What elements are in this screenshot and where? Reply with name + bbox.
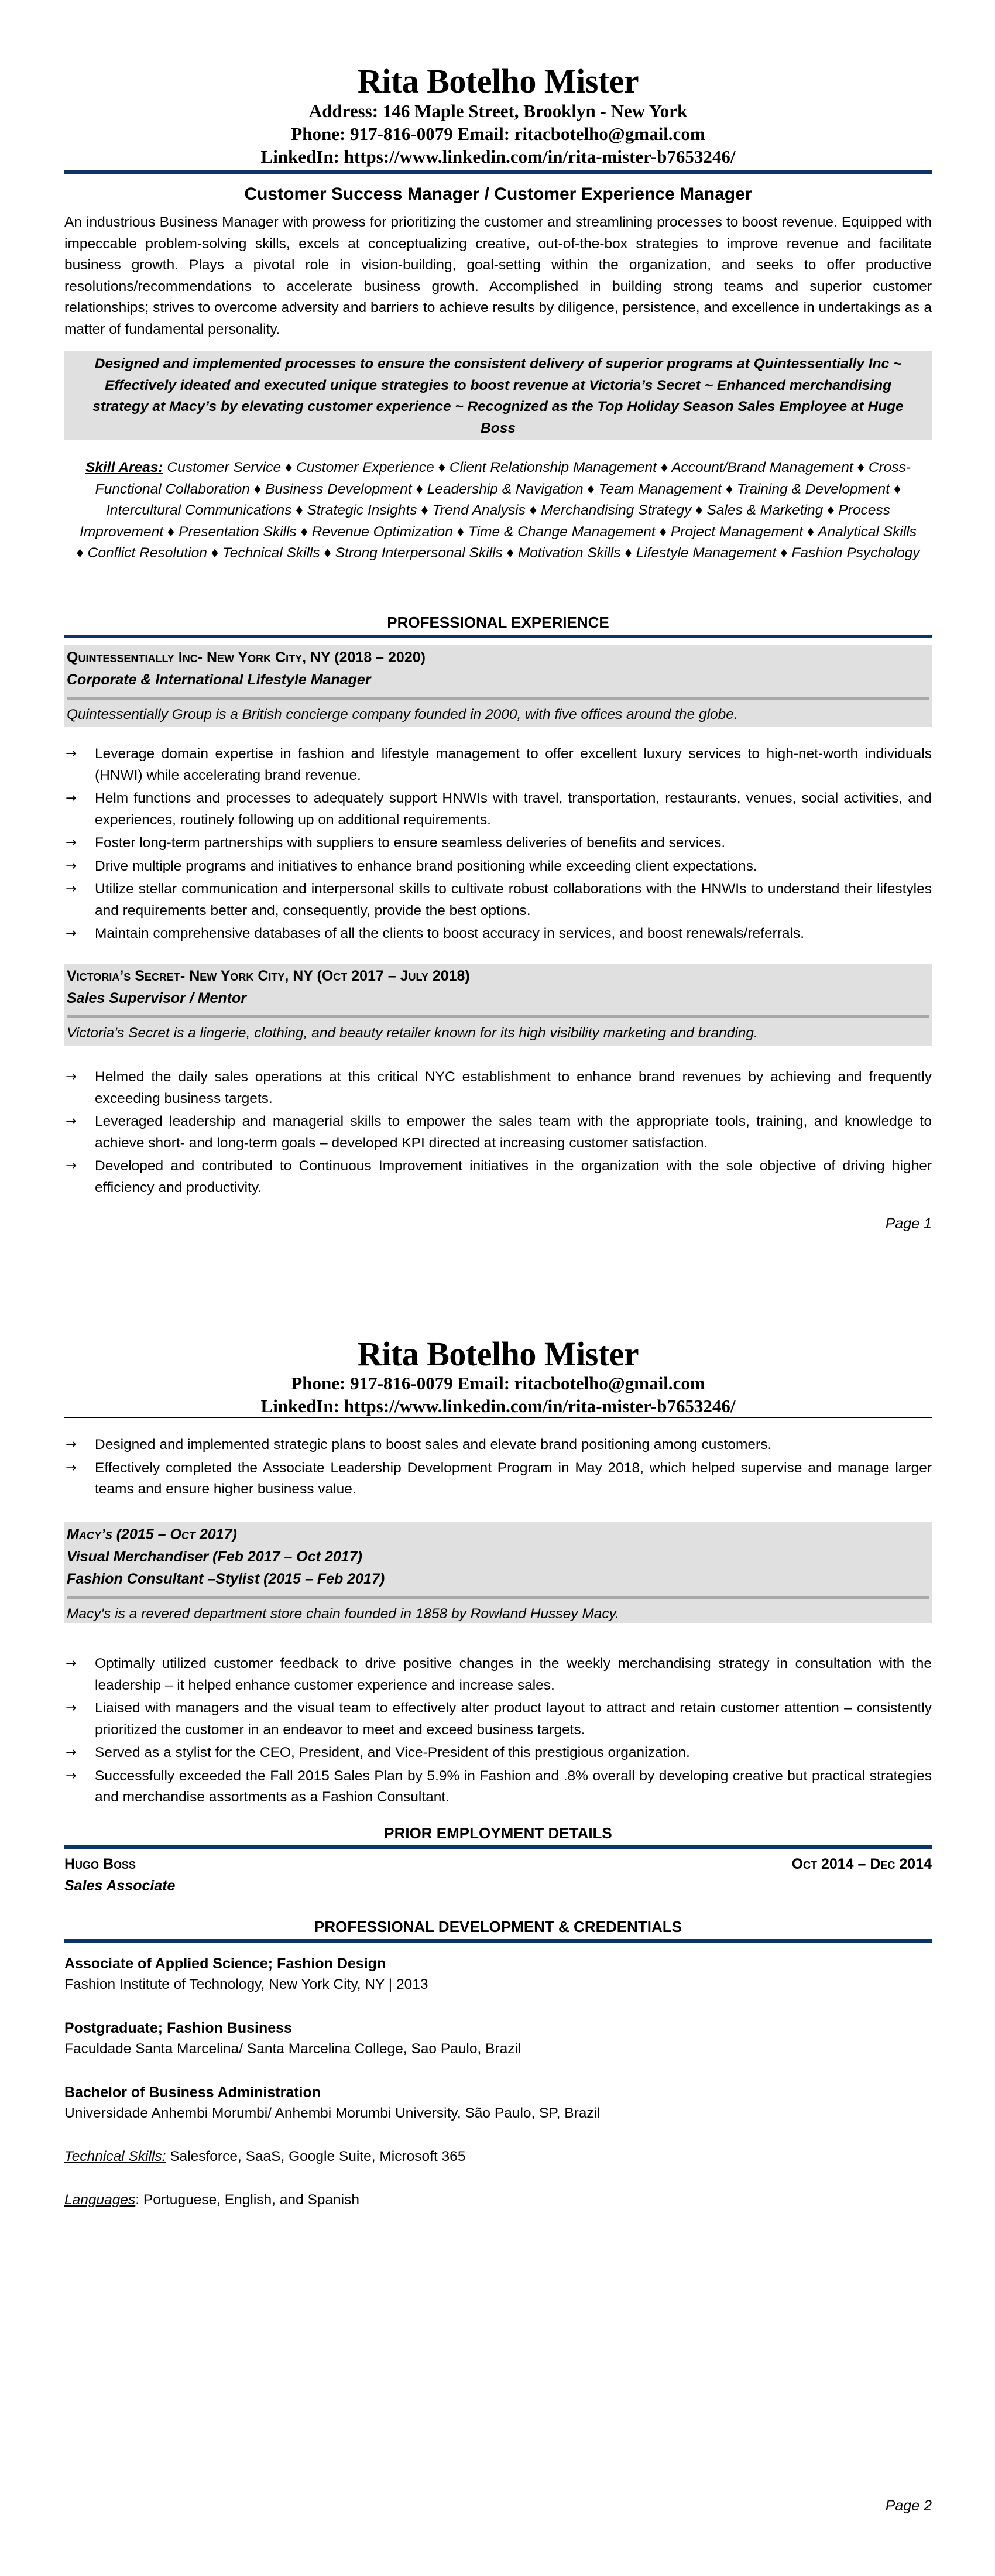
section-heading-credentials: PROFESSIONAL DEVELOPMENT & CREDENTIALS	[314, 1918, 682, 1936]
job-description: Quintessentially Group is a British concierge company founded in 2000, with five offices around the globe.	[67, 707, 738, 722]
page-number: Page 1	[885, 1215, 932, 1232]
technical-skills-value: Salesforce, SaaS, Google Suite, Microsoft 365	[166, 2149, 466, 2164]
languages	[64, 2190, 932, 2211]
list-item: → Served as a stylist for the CEO, President, and Vice-President of this prestigious organization.	[64, 1742, 932, 1764]
education-degree: Associate of Applied Science; Fashion Design	[64, 1955, 386, 1972]
skill-areas	[64, 457, 932, 564]
list-item: → Optimally utilized customer feedback to drive positive changes in the weekly merchandising strategy in consultation with the leadership – it helped enhance customer experience and increase sales.	[64, 1653, 932, 1696]
list-item: → Utilize stellar communication and interpersonal skills to cultivate robust collaborations with the HNWIs to understand their lifestyles and requirements better and, consequently, provide the best options.	[64, 879, 932, 922]
arrow-right-icon: →	[66, 791, 77, 806]
highlights-text: Designed and implemented processes to ensure the consistent delivery of superior programs at Quintessentially Inc ~ Effectively ideated and executed unique strategies to boost revenue at Victoria’s Secret ~ Enhanced merchandising strategy at Macy’s by elevating customer experience ~ Recognized as the Top Holiday Season Sales Employee at Huge Boss	[92, 356, 904, 436]
arrow-right-icon: →	[66, 746, 77, 761]
job-description: Macy's is a revered department store chain founded in 1858 by Rowland Hussey Macy.	[67, 1606, 619, 1622]
job-header-macys	[64, 1522, 932, 1623]
arrow-right-icon: →	[66, 1768, 77, 1783]
contact-phone-email: Phone: 917-816-0079 Email: ritacbotelho@gmail.com	[291, 124, 705, 144]
job-separator	[67, 1015, 929, 1018]
list-item: → Leveraged leadership and managerial skills to empower the sales team with the appropriate tools, training, and knowledge to achieve short- and long-term goals – developed KPI directed at increasing customer satisfaction.	[64, 1111, 932, 1154]
list-item: → Liaised with managers and the visual team to effectively alter product layout to attract and retain customer attention – consistently prioritized the customer in an endeavor to meet and exceed business targets.	[64, 1698, 932, 1741]
job-role: Corporate & International Lifestyle Manager	[67, 672, 371, 688]
highlights-box	[64, 351, 932, 440]
technical-skills	[64, 2146, 932, 2167]
arrow-right-icon: →	[66, 1460, 77, 1475]
contact-phone-email-page2: Phone: 917-816-0079 Email: ritacbotelho@gmail.com	[291, 1373, 705, 1393]
prior-employment-divider	[64, 1845, 932, 1849]
summary-paragraph: An industrious Business Manager with prowess for prioritizing the customer and streamlining processes to boost revenue. Equipped with impeccable problem-solving skills, excels at conceptualizing creative, out-of-the-box strategies to improve revenue and facilitate business growth. Plays a pivotal role in vision-building, goal-setting within the organization, and seeks to offer productive resolutions/recommendations to accelerate business growth. Accomplished in building strong teams and superior customer relationships; strives to overcome adversity and barriers to achieve results by diligence, persistence, and excellence in undertakings as a matter of fundamental personality.	[64, 214, 932, 337]
list-item: → Successfully exceeded the Fall 2015 Sales Plan by 5.9% in Fashion and .8% overall by developing creative but practical strategies and merchandise assortments as a Fashion Consultant.	[64, 1766, 932, 1808]
job-description: Victoria's Secret is a lingerie, clothing, and beauty retailer known for its high visibility marketing and branding.	[67, 1025, 758, 1041]
header-divider	[64, 170, 932, 174]
job-bullets-victorias-secret-continued	[64, 1434, 932, 1502]
arrow-right-icon: →	[66, 1437, 77, 1452]
section-heading-experience: PROFESSIONAL EXPERIENCE	[387, 614, 609, 631]
languages-value: : Portuguese, English, and Spanish	[135, 2192, 359, 2208]
credentials-divider	[64, 1939, 932, 1943]
section-heading-prior-employment: PRIOR EMPLOYMENT DETAILS	[384, 1824, 612, 1842]
contact-linkedin: LinkedIn: https://www.linkedin.com/in/rita-mister-b7653246/	[260, 146, 736, 167]
list-item: → Maintain comprehensive databases of all the clients to boost accuracy in services, and boost renewals/referrals.	[64, 923, 932, 945]
list-item: → Drive multiple programs and initiatives to enhance brand positioning while exceeding client expectations.	[64, 856, 932, 878]
header-divider-page2	[64, 1417, 932, 1418]
education-school: Universidade Anhembi Morumbi/ Anhembi Morumbi University, São Paulo, SP, Brazil	[64, 2105, 601, 2121]
job-company: Macy’s (2015 – Oct 2017)	[67, 1526, 237, 1543]
prior-dates: Oct 2014 – Dec 2014	[791, 1856, 932, 1872]
education-entry	[64, 2017, 932, 2060]
job-bullets-victorias-secret	[64, 1067, 932, 1200]
list-item: → Designed and implemented strategic plans to boost sales and elevate brand positioning among customers.	[64, 1434, 932, 1456]
job-separator	[67, 1596, 929, 1599]
arrow-right-icon: →	[66, 926, 77, 941]
arrow-right-icon: →	[66, 1701, 77, 1715]
page-number-2: Page 2	[885, 2498, 932, 2514]
job-role: Visual Merchandiser (Feb 2017 – Oct 2017)	[67, 1549, 362, 1565]
education-degree: Bachelor of Business Administration	[64, 2084, 321, 2101]
list-item: → Helmed the daily sales operations at this critical NYC establishment to enhance brand revenues by achieving and frequently exceeding business targets.	[64, 1067, 932, 1109]
job-separator	[67, 697, 929, 700]
job-role: Sales Supervisor / Mentor	[67, 990, 247, 1006]
contact-address: Address: 146 Maple Street, Brooklyn - New York	[308, 101, 688, 121]
experience-divider	[64, 635, 932, 638]
education-entry	[64, 2082, 932, 2124]
resume-name: Rita Botelho Mister	[357, 62, 639, 100]
job-company: Quintessentially Inc- New York City, NY (2018 – 2020)	[67, 649, 426, 666]
job-header-quintessentially	[64, 645, 932, 727]
skill-areas-list: Customer Service ♦ Customer Experience ♦ Client Relationship Management ♦ Account/Brand Management ♦ Cross-Functional Collaboration ♦ Business Development ♦ Leadership & Navigation ♦ Team Management ♦ Training & Development ♦ Intercultural Communications ♦ Strategic Insights ♦ Trend Analysis ♦ Merchandising Strategy ♦ Sales & Marketing ♦ Process Improvement ♦ Presentation Skills ♦ Revenue Optimization ♦ Time & Change Management ♦ Project Management ♦ Analytical Skills ♦ Conflict Resolution ♦ Technical Skills ♦ Strong Interpersonal Skills ♦ Motivation Skills ♦ Lifestyle Management ♦ Fashion Psychology	[76, 460, 920, 561]
list-item: → Helm functions and processes to adequately support HNWIs with travel, transportation, restaurants, venues, social activities, and experiences, routinely following up on additional requirements.	[64, 788, 932, 831]
job-bullets-macys	[64, 1653, 932, 1810]
education-school: Fashion Institute of Technology, New York City, NY | 2013	[64, 1976, 428, 1992]
prior-company: Hugo Boss	[64, 1856, 136, 1872]
arrow-right-icon: →	[66, 882, 77, 896]
contact-linkedin-page2: LinkedIn: https://www.linkedin.com/in/rita-mister-b7653246/	[260, 1396, 736, 1416]
education-degree: Postgraduate; Fashion Business	[64, 2020, 292, 2036]
arrow-right-icon: →	[66, 858, 77, 873]
list-item: → Developed and contributed to Continuous Improvement initiatives in the organization with the sole objective of driving higher efficiency and productivity.	[64, 1156, 932, 1198]
education-entry	[64, 1953, 932, 1995]
resume-name-page2: Rita Botelho Mister	[357, 1335, 639, 1373]
skill-areas-label: Skill Areas:	[85, 460, 163, 475]
list-item: → Foster long-term partnerships with suppliers to ensure seamless deliveries of benefits and services.	[64, 833, 932, 854]
job-header-victorias-secret	[64, 964, 932, 1046]
education-school: Faculdade Santa Marcelina/ Santa Marcelina College, Sao Paulo, Brazil	[64, 2041, 521, 2057]
list-item: → Effectively completed the Associate Leadership Development Program in May 2018, which helped supervise and manage larger teams and ensure higher business value.	[64, 1458, 932, 1501]
prior-role: Sales Associate	[64, 1878, 176, 1894]
headline: Customer Success Manager / Customer Experience Manager	[244, 184, 752, 204]
technical-skills-label: Technical Skills:	[64, 2149, 166, 2164]
job-company: Victoria’s Secret- New York City, NY (Oct 2017 – July 2018)	[67, 968, 470, 984]
list-item: → Leverage domain expertise in fashion and lifestyle management to offer excellent luxury services to high-net-worth individuals (HNWI) while accelerating brand revenue.	[64, 744, 932, 786]
languages-label: Languages	[64, 2192, 136, 2208]
arrow-right-icon: →	[66, 1114, 77, 1129]
arrow-right-icon: →	[66, 1070, 77, 1084]
arrow-right-icon: →	[66, 1745, 77, 1760]
job-bullets-quintessentially	[64, 744, 932, 947]
prior-job-row	[64, 1854, 932, 1875]
job-role: Fashion Consultant –Stylist (2015 – Feb 2017)	[67, 1571, 385, 1587]
arrow-right-icon: →	[66, 1159, 77, 1173]
arrow-right-icon: →	[66, 835, 77, 850]
arrow-right-icon: →	[66, 1656, 77, 1671]
